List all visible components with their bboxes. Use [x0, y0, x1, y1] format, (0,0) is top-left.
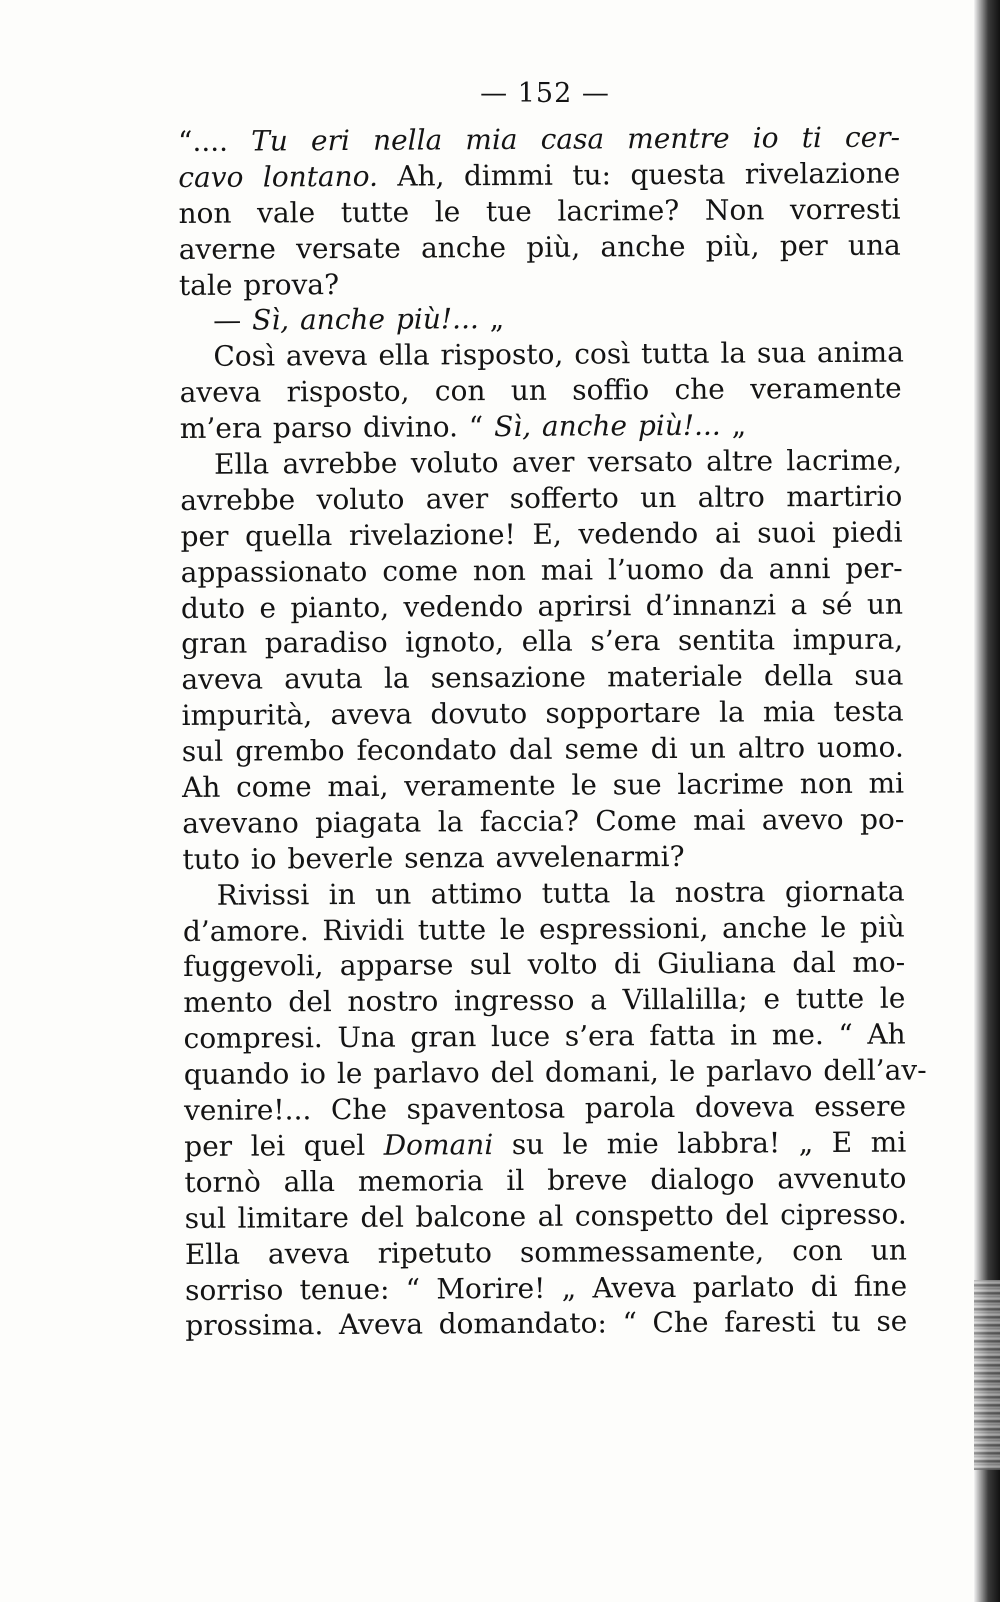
text-line — [182, 766, 904, 806]
text-run: sul grembo fecondato dal seme di un altro uomo. — [181, 730, 904, 769]
text-line — [180, 478, 902, 518]
text-line — [179, 299, 901, 339]
italic-text: cavo lontano. — [178, 159, 379, 194]
text-line — [180, 407, 902, 447]
text-run: per lei quel — [184, 1128, 384, 1163]
text-run: „ — [478, 302, 505, 336]
text-run: aveva avuta la sensazione materiale della sua — [181, 658, 904, 697]
text-run: m’era parso divino. “ — [179, 410, 495, 446]
text-line — [184, 1125, 906, 1165]
text-run: — — [213, 304, 253, 338]
text-run: Rivissi in un attimo tutta la nostra giornata — [216, 874, 905, 912]
text-line — [181, 550, 903, 590]
text-line — [182, 801, 904, 841]
text-run: venire!... Che spaventosa parola doveva essere — [183, 1089, 907, 1128]
text-run: Ella aveva ripetuto sommessamente, con un — [184, 1233, 907, 1271]
text-line — [183, 981, 905, 1021]
text-run: Ah, dimmi tu: questa rivelazione — [377, 156, 901, 193]
italic-text: Sì, anche più!... — [252, 302, 479, 338]
text-line — [178, 155, 900, 195]
text-line — [178, 191, 900, 231]
text-line — [182, 837, 904, 877]
text-run: sul limitare del balcone al conspetto del cipresso. — [184, 1197, 907, 1235]
italic-text: Tu eri nella mia casa mentre io ti cer- — [251, 120, 901, 158]
text-run: non vale tutte le tue lacrime? Non vorresti — [178, 192, 901, 230]
text-line — [183, 945, 905, 985]
text-run: prossima. Aveva domandato: “ Che faresti tu se — [185, 1304, 908, 1343]
text-run: su le mie labbra! „ E mi — [493, 1125, 907, 1162]
page-number: — 152 — — [480, 78, 610, 109]
text-run: aveva risposto, con un soffio che veramente — [179, 371, 902, 410]
text-line — [180, 514, 902, 554]
text-line — [184, 1089, 906, 1129]
text-run: sorriso tenue: “ Morire! „ Aveva parlato di fine — [185, 1269, 908, 1307]
text-run: “.... — [178, 124, 252, 158]
text-run: gran paradiso ignoto, ella s’era sentita impura, — [181, 623, 904, 661]
text-line — [185, 1196, 907, 1236]
text-line — [185, 1304, 907, 1344]
text-run: avrebbe voluto aver sofferto un altro martirio — [180, 479, 903, 517]
text-run: per quella rivelazione! E, vedendo ai suoi piedi — [180, 515, 903, 553]
body-text — [178, 120, 927, 1345]
text-run: quando io le parlavo del domani, le parlavo dell’av- — [183, 1053, 927, 1092]
text-line — [185, 1232, 907, 1272]
text-line — [181, 586, 903, 626]
text-run: „ — [720, 408, 747, 442]
text-line — [178, 120, 900, 160]
text-run: duto e pianto, vedendo aprirsi d’innanzi a sé un — [180, 587, 904, 625]
text-line — [181, 658, 903, 698]
text-line — [179, 227, 901, 267]
text-run: Così aveva ella risposto, così tutta la sua anima — [213, 335, 904, 374]
text-run: tale prova? — [178, 267, 340, 302]
text-line — [183, 1053, 927, 1093]
text-line — [179, 263, 901, 303]
text-line — [180, 371, 902, 411]
text-line — [184, 1160, 906, 1200]
text-run: compresi. Una gran luce s’era fatta in me. “ Ah — [183, 1017, 906, 1056]
text-run: mento del nostro ingresso a Villalilla; e tutte le — [183, 981, 906, 1020]
italic-text: Sì, anche più!... — [493, 408, 721, 444]
text-line — [183, 909, 905, 949]
text-run: impurità, aveva dovuto sopportare la mia testa — [181, 694, 904, 733]
text-line — [180, 443, 902, 483]
text-run: fuggevoli, apparse sul volto di Giuliana dal mo- — [183, 946, 906, 984]
italic-text: Domani — [383, 1128, 494, 1162]
text-line — [182, 730, 904, 770]
text-line — [183, 873, 905, 913]
text-run: Ella avrebbe voluto aver versato altre lacrime, — [213, 443, 903, 481]
text-line — [179, 335, 904, 375]
text-run: tuto io beverle senza avvelenarmi? — [182, 839, 685, 876]
text-line — [182, 694, 904, 734]
text-line — [183, 1017, 905, 1057]
text-run: appassionato come non mai l’uomo da anni per- — [180, 551, 903, 589]
text-run: averne versate anche più, anche più, per una — [178, 228, 901, 266]
text-run: avevano piagata la faccia? Come mai avevo po- — [182, 802, 905, 840]
text-line — [181, 622, 903, 662]
text-run: d’amore. Rividi tutte le espressioni, anche le più — [182, 910, 906, 948]
page-edge-shadow — [974, 0, 1000, 1602]
text-line — [185, 1268, 907, 1308]
text-run: Ah come mai, veramente le sue lacrime non mi — [181, 766, 905, 805]
text-run: tornò alla memoria il breve dialogo avvenuto — [184, 1161, 907, 1199]
